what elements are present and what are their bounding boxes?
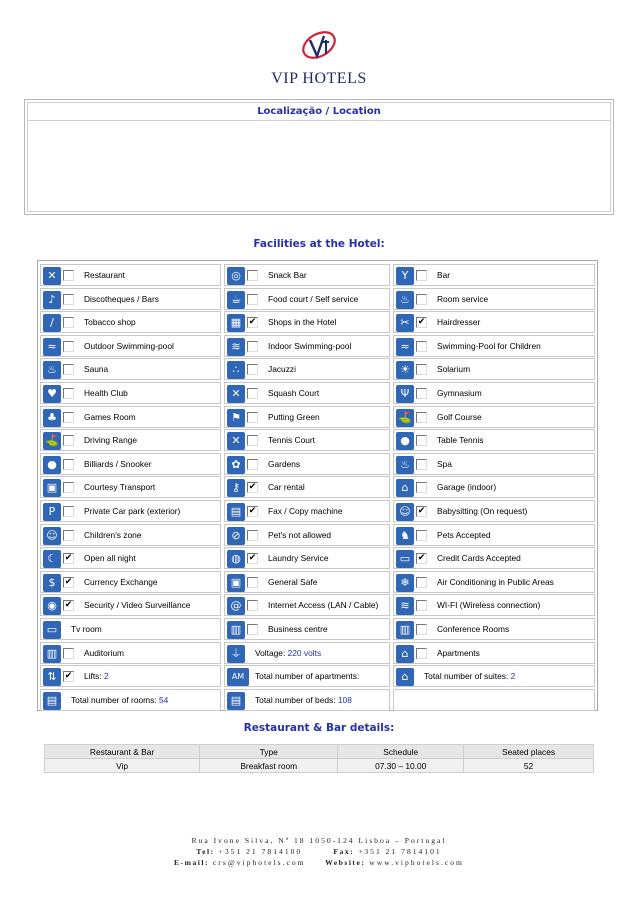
facility-cell (224, 618, 390, 640)
facility-checkbox[interactable] (416, 459, 427, 470)
facility-cell (40, 571, 221, 593)
facility-checkbox[interactable] (247, 600, 258, 611)
facility-label: Apartments (437, 647, 480, 658)
facility-cell (40, 524, 221, 546)
facility-checkbox[interactable]: ✔ (248, 553, 257, 564)
facility-checkbox[interactable] (63, 412, 74, 423)
facility-label: Sauna (84, 364, 109, 375)
facility-label: Table Tennis (437, 435, 484, 446)
facility-label: Credit Cards Accepted (437, 553, 521, 564)
babysitting-icon: ☺ (396, 503, 414, 521)
facility-label: Jacuzzi (268, 364, 296, 375)
children-icon: ☺ (43, 527, 61, 545)
facility-checkbox[interactable] (416, 388, 427, 399)
rooms-icon: ▤ (43, 692, 61, 710)
facility-label: Total number of apartments: (255, 671, 360, 682)
facility-label: Security / Video Surveillance (84, 600, 191, 611)
facility-label: Putting Green (268, 411, 320, 422)
facility-cell (224, 571, 390, 593)
facility-cell (224, 453, 390, 475)
facility-cell (40, 382, 221, 404)
coffee-icon: ☕ (227, 291, 245, 309)
facility-label: Currency Exchange (84, 576, 158, 587)
facility-label: Car rental (268, 482, 305, 493)
facility-checkbox[interactable]: ✔ (64, 671, 73, 682)
facility-cell (224, 500, 390, 522)
facility-label: Pets Accepted (437, 529, 491, 540)
footer-contact-line (0, 858, 638, 867)
fax-icon: ▤ (227, 503, 245, 521)
facility-label: Room service (437, 293, 489, 304)
facility-label: Squash Court (268, 388, 320, 398)
kids-pool-icon: ≈ (396, 338, 414, 356)
billiards-icon: ● (43, 456, 61, 474)
facility-cell (40, 406, 221, 428)
music-icon: ♪ (43, 291, 61, 309)
facility-label: Driving Range (84, 435, 138, 446)
facility-label: Games Room (84, 411, 136, 422)
internet-icon: @ (227, 597, 245, 615)
facility-label: Total number of beds: 108 (255, 694, 352, 705)
facility-label: Golf Course (437, 411, 482, 422)
facility-checkbox[interactable] (416, 577, 427, 588)
facility-label: Shops in the Hotel (268, 317, 337, 328)
facility-checkbox[interactable] (63, 506, 74, 517)
website-link[interactable]: www.viphotels.com (369, 858, 464, 867)
facility-checkbox[interactable] (247, 530, 258, 541)
facility-checkbox[interactable] (247, 270, 258, 281)
facility-checkbox[interactable]: ✔ (417, 506, 426, 516)
facility-cell (393, 453, 595, 475)
facility-cell (40, 500, 221, 522)
facility-cell (393, 547, 595, 569)
suite-icon: ⌂ (396, 668, 414, 686)
facility-checkbox[interactable] (416, 270, 427, 281)
facility-checkbox[interactable] (247, 294, 258, 305)
facility-cell (393, 311, 595, 333)
facility-row (40, 665, 595, 687)
facility-label: Gardens (268, 458, 301, 469)
facility-cell (224, 547, 390, 569)
facility-row (40, 689, 595, 711)
conference-icon: ▥ (396, 621, 414, 639)
facility-row (40, 335, 595, 357)
facility-cell (224, 476, 390, 498)
facility-checkbox[interactable] (63, 435, 74, 446)
facility-checkbox[interactable] (247, 341, 258, 352)
facility-cell (224, 406, 390, 428)
beds-icon: ▤ (227, 692, 245, 710)
header-type: Type (200, 745, 337, 758)
health-club-icon: ♥ (43, 385, 61, 403)
facility-checkbox[interactable] (416, 624, 427, 635)
header-restaurant: Restaurant & Bar (45, 745, 199, 758)
restaurant-title: Restaurant & Bar details: (243, 722, 395, 734)
business-icon: ▥ (227, 621, 245, 639)
facility-cell (40, 311, 221, 333)
facility-label: Health Club (84, 388, 128, 398)
moon-icon: ☾ (43, 550, 61, 568)
facility-checkbox[interactable] (63, 317, 74, 328)
facility-checkbox[interactable] (416, 364, 427, 375)
facility-checkbox[interactable] (416, 530, 427, 541)
location-box (24, 99, 614, 215)
wifi-icon: ≋ (396, 597, 414, 615)
facility-row (40, 500, 595, 522)
facility-cell (393, 500, 595, 522)
facility-checkbox[interactable] (416, 435, 427, 446)
facility-cell (40, 665, 221, 687)
parking-icon: P (43, 503, 61, 521)
cutlery-icon: ✕ (43, 267, 61, 285)
jacuzzi-icon: ∴ (227, 361, 245, 379)
facility-checkbox[interactable] (247, 412, 258, 423)
facility-cell (224, 689, 390, 711)
facility-label: Garage (indoor) (437, 482, 497, 493)
facility-checkbox[interactable]: ✔ (64, 600, 73, 611)
facility-cell (224, 665, 390, 687)
fax-value: +351 21 7814101 (358, 847, 442, 856)
facility-checkbox[interactable] (247, 577, 258, 588)
facility-label: Babysitting (On request) (437, 506, 528, 516)
facility-checkbox[interactable]: ✔ (417, 317, 426, 328)
facility-cell (40, 358, 221, 380)
facility-checkbox[interactable]: ✔ (248, 317, 257, 328)
facility-checkbox[interactable] (63, 294, 74, 305)
facility-cell (393, 689, 595, 711)
facility-row (40, 618, 595, 640)
facility-row (40, 264, 595, 286)
facility-label: Fax / Copy machine (268, 506, 343, 516)
facility-label: Bar (437, 270, 451, 280)
facility-cell (393, 642, 595, 664)
facility-label: Tennis Court (268, 435, 316, 446)
facility-value: 220 volts (287, 647, 322, 658)
facility-cell (224, 288, 390, 310)
facility-label: Pet's not allowed (268, 529, 332, 540)
facility-cell (393, 524, 595, 546)
facility-label: Courtesy Transport (84, 482, 156, 493)
facility-label: Open all night (84, 553, 136, 564)
facility-cell (40, 264, 221, 286)
facility-label: Billiards / Snooker (84, 458, 152, 469)
pet-icon: ♞ (396, 527, 414, 545)
apartment-icon: ⌂ (396, 645, 414, 663)
restaurant-table (44, 744, 594, 773)
facilities-grid (37, 260, 598, 711)
spa-icon: ♨ (396, 456, 414, 474)
facility-label: Restaurant (84, 270, 125, 280)
facility-cell (393, 382, 595, 404)
facility-value: 108 (337, 694, 352, 705)
facility-row (40, 311, 595, 333)
facility-cell (40, 335, 221, 357)
facility-cell (40, 594, 221, 616)
facility-row (40, 288, 595, 310)
gym-icon: Ψ (396, 385, 414, 403)
facility-row (40, 382, 595, 404)
facility-label: Private Car park (exterior) (84, 506, 181, 516)
pool-icon: ≈ (43, 338, 61, 356)
auditorium-icon: ▥ (43, 645, 61, 663)
facility-row (40, 406, 595, 428)
facility-label: Children's zone (84, 529, 142, 540)
header-schedule: Schedule (338, 745, 463, 758)
facility-label: WI-FI (Wireless connection) (437, 600, 541, 611)
header-seated-places: Seated places (464, 745, 593, 758)
facility-checkbox[interactable] (63, 364, 74, 375)
facility-cell (393, 665, 595, 687)
facility-cell (224, 335, 390, 357)
facility-label: Indoor Swimming-pool (268, 340, 352, 351)
facility-cell (40, 453, 221, 475)
no-pets-icon: ⊘ (227, 527, 245, 545)
facility-row (40, 429, 595, 451)
website-label: Website: (325, 858, 366, 867)
facility-cell (224, 524, 390, 546)
facility-cell (40, 476, 221, 498)
facility-cell (393, 594, 595, 616)
facility-checkbox[interactable] (416, 648, 427, 659)
facility-label: Air Conditioning in Public Areas (437, 576, 554, 587)
facility-cell (393, 618, 595, 640)
footer-phone-line (0, 847, 638, 856)
facility-checkbox[interactable] (63, 459, 74, 470)
facility-label: Conference Rooms (437, 624, 510, 634)
facilities-title: Facilities at the Hotel: (253, 238, 385, 250)
facility-row (40, 547, 595, 569)
facility-label: Laundry Service (268, 553, 329, 564)
tel-label: Tel: (196, 847, 215, 856)
games-icon: ♣ (43, 409, 61, 427)
cocktail-icon: Y (396, 267, 414, 285)
safe-icon: ▣ (227, 574, 245, 592)
facility-value: 2 (104, 671, 109, 682)
facility-row (40, 524, 595, 546)
driving-range-icon: ⛳ (43, 432, 61, 450)
facility-checkbox[interactable] (416, 412, 427, 423)
facility-checkbox[interactable] (63, 341, 74, 352)
facility-cell (224, 264, 390, 286)
room-service-icon: ♨ (396, 291, 414, 309)
facility-label: Auditorium (84, 647, 125, 658)
facility-cell (224, 311, 390, 333)
snack-icon: ◎ (227, 267, 245, 285)
facility-label: Total number of rooms: 54 (71, 694, 169, 705)
table-tennis-icon: ● (396, 432, 414, 450)
facility-row (40, 453, 595, 475)
facility-label: Outdoor Swimming-pool (84, 340, 174, 351)
email-link[interactable]: crs@viphotels.com (212, 858, 306, 867)
facility-value: 54 (158, 694, 169, 705)
facility-cell (393, 476, 595, 498)
golf-icon: ⛳ (396, 409, 414, 427)
facility-checkbox[interactable] (247, 388, 258, 399)
am-icon: AM (227, 668, 249, 686)
facility-label: Spa (437, 458, 452, 469)
facility-checkbox[interactable] (63, 530, 74, 541)
squash-icon: ✕ (227, 385, 245, 403)
facility-cell (393, 288, 595, 310)
tennis-icon: ✕ (227, 432, 245, 450)
facility-label: Solarium (437, 364, 471, 375)
facility-label: Tobacco shop (84, 317, 136, 328)
plug-icon: ⏚ (227, 645, 245, 663)
facility-label: Snack Bar (268, 270, 307, 280)
facility-label: Voltage: 220 volts (255, 647, 322, 658)
facility-label: Business centre (268, 624, 328, 634)
eye-icon: ◉ (43, 597, 61, 615)
tel-value: +351 21 7814100 (218, 847, 303, 856)
facility-checkbox[interactable]: ✔ (248, 506, 257, 516)
shop-icon: ▦ (227, 314, 245, 332)
brand-name: VIP HOTELS (271, 70, 367, 87)
lift-icon: ⇅ (43, 668, 61, 686)
facility-cell (224, 594, 390, 616)
facility-cell (224, 642, 390, 664)
fax-label: Fax: (333, 847, 355, 856)
cell-schedule: 07.30 – 10.00 (338, 759, 463, 772)
bus-icon: ▣ (43, 479, 61, 497)
car-key-icon: ⚷ (227, 479, 245, 497)
footer-address: Rua Ivone Silva, Nº 18 1050-124 Lisboa – Portugal (191, 836, 447, 845)
facility-cell (40, 288, 221, 310)
facility-value: 2 (510, 671, 516, 682)
facility-checkbox[interactable] (416, 294, 427, 305)
facility-label: Gymnasium (437, 388, 482, 398)
sauna-icon: ♨ (43, 361, 61, 379)
table-header-row (45, 745, 593, 758)
facility-label: Internet Access (LAN / Cable) (268, 600, 379, 611)
facility-checkbox[interactable] (247, 364, 258, 375)
facility-checkbox[interactable] (416, 600, 427, 611)
facility-label: Tv room (71, 624, 102, 634)
cell-type: Breakfast room (200, 759, 337, 772)
table-row (45, 759, 593, 772)
facility-label: Lifts: 2 (84, 671, 109, 682)
email-label: E-mail: (174, 858, 210, 867)
facility-cell (40, 547, 221, 569)
facility-checkbox[interactable] (63, 388, 74, 399)
putting-icon: ⚑ (227, 409, 245, 427)
facility-label: Hairdresser (437, 317, 481, 328)
cell-seated-places: 52 (464, 759, 593, 772)
garage-icon: ⌂ (396, 479, 414, 497)
cigarette-icon: / (43, 314, 61, 332)
facility-cell (393, 571, 595, 593)
facility-label: Food court / Self service (268, 293, 359, 304)
facility-row (40, 358, 595, 380)
facility-cell (40, 642, 221, 664)
facility-label: Swimming-Pool for Children (437, 340, 541, 351)
facility-cell (40, 618, 221, 640)
vip-hotels-logo (255, 30, 383, 92)
facility-checkbox[interactable] (247, 624, 258, 635)
facility-checkbox[interactable] (63, 270, 74, 281)
garden-icon: ✿ (227, 456, 245, 474)
dollar-icon: $ (43, 574, 61, 592)
facility-cell (224, 429, 390, 451)
credit-card-icon: ▭ (396, 550, 414, 568)
facility-cell (393, 264, 595, 286)
location-title: Localização / Location (257, 106, 381, 117)
facility-cell (393, 335, 595, 357)
scissors-icon: ✂ (396, 314, 414, 332)
facility-label: Total number of suites: 2 (424, 671, 516, 682)
indoor-pool-icon: ≋ (227, 338, 245, 356)
facility-label: General Safe (268, 576, 318, 587)
snowflake-icon: ❄ (396, 574, 414, 592)
facility-cell (224, 382, 390, 404)
facility-checkbox[interactable]: ✔ (64, 576, 73, 587)
facility-cell (393, 358, 595, 380)
cell-restaurant: Vip (45, 759, 199, 772)
sun-icon: ☀ (396, 361, 414, 379)
facility-checkbox[interactable]: ✔ (64, 553, 73, 564)
facility-cell (40, 689, 221, 711)
facility-checkbox[interactable]: ✔ (248, 482, 257, 493)
facility-cell (224, 358, 390, 380)
facility-label: Discotheques / Bars (84, 293, 159, 304)
tv-icon: ▭ (43, 621, 61, 639)
facility-checkbox[interactable] (416, 341, 427, 352)
logo-emblem-icon (299, 30, 339, 66)
facility-checkbox[interactable] (416, 482, 427, 493)
facility-row (40, 642, 595, 664)
facility-cell (393, 406, 595, 428)
facility-cell (40, 429, 221, 451)
facility-row (40, 594, 595, 616)
facility-cell (393, 429, 595, 451)
facility-row (40, 476, 595, 498)
laundry-icon: ◍ (227, 550, 245, 568)
facility-checkbox[interactable]: ✔ (417, 553, 426, 564)
facility-checkbox[interactable] (247, 459, 258, 470)
facility-row (40, 571, 595, 593)
facility-checkbox[interactable] (247, 435, 258, 446)
facility-checkbox[interactable] (63, 482, 74, 493)
facility-checkbox[interactable] (63, 648, 74, 659)
